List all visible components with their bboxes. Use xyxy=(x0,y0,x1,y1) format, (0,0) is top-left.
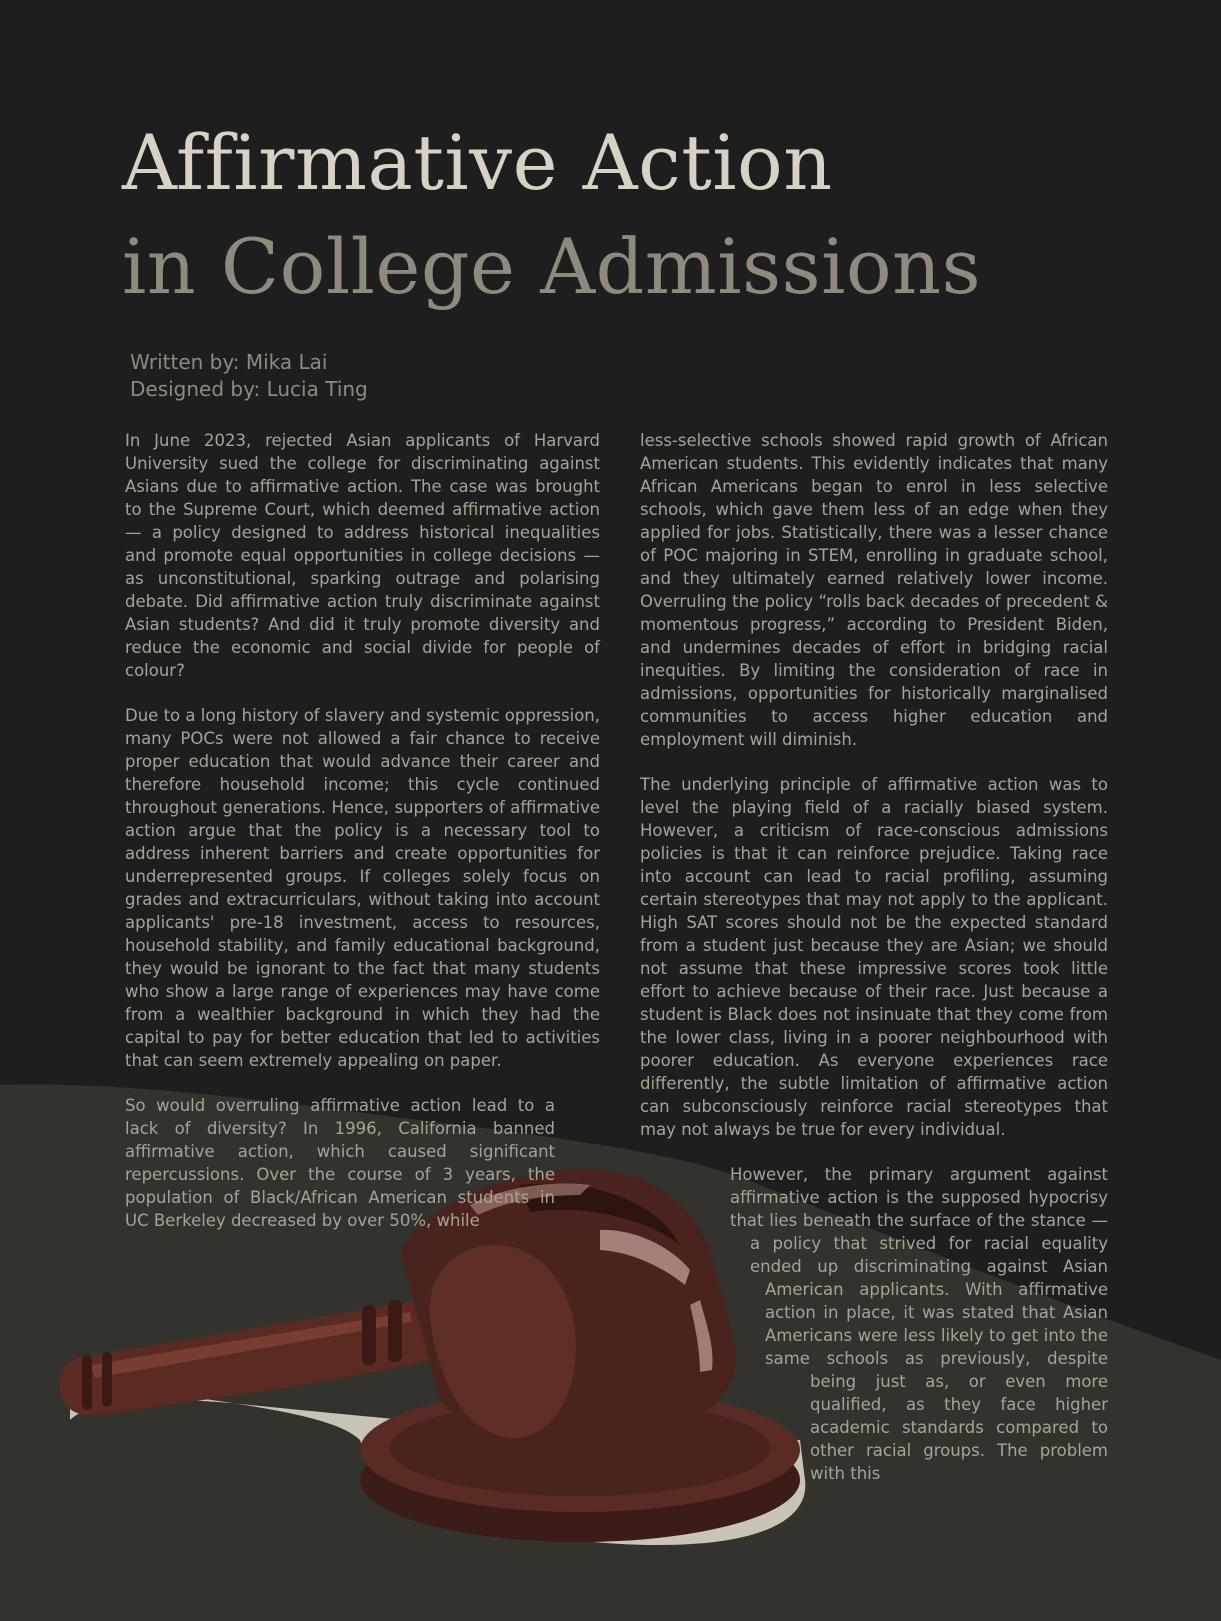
handle-ring xyxy=(102,1352,112,1407)
article-paragraph: Due to a long history of slavery and systemic oppression, many POCs were not allowed a fair chance to receive proper education that would advance their career and therefore household income; this cycle continued throughout generations. Hence, supporters of affirmative action argue that the policy is a necessary tool to address inherent barriers and create opportunities for underrepresented groups. If colleges solely focus on grades and extracurriculars, without taking into account applicants' pre-18 investment, access to resources, household stability, and family educational background, they would be ignorant to the fact that many students who show a large range of experiences may have come from a wealthier background in which they had the capital to pay for better education that led to activities that can seem extremely appealing on paper. xyxy=(125,706,600,1070)
article-paragraph: So would overruling affirmative action lead to a lack of diversity? In 1996, California banned affirmative action, which caused significant repercussions. Over the course of 3 years, the population of Black/African American students in UC Berkeley decreased by over 50%, while xyxy=(125,1096,555,1230)
article-column-left xyxy=(125,429,600,1254)
article-paragraph: The underlying principle of affirmative action was to level the playing field of a racially biased system. However, a criticism of race-conscious admissions policies is that it can reinforce prejudice. Taking race into account can lead to racial profiling, assuming certain stereotypes that may not apply to the applicant. High SAT scores should not be the expected standard from a student just because they are Asian; we should not assume that these impressive scores took little effort to achieve because of their race. Just because a student is Black does not insinuate that they come from the lower class, living in a poorer neighbourhood with poorer education. As everyone experiences race differently, the subtle limitation of affirmative action can subconsciously reinforce racial stereotypes that may not always be true for every individual. xyxy=(640,775,1108,1139)
article-paragraph: less-selective schools showed rapid growth of African American students. This evidently indicates that many African Americans began to enrol in less selective schools, which gave them less of an edge when they applied for jobs. Statistically, there was a lesser chance of POC majoring in STEM, enrolling in graduate school, and they ultimately earned relatively lower income. Overruling the policy “rolls back decades of precedent & momentous progress,” according to President Biden, and undermines decades of effort in bridging racial inequities. By limiting the consideration of race in admissions, opportunities for historically marginalised communities to access higher education and employment will diminish. xyxy=(640,431,1108,749)
page-title-line-1: Affirmative Action xyxy=(122,118,833,207)
handle-ring xyxy=(82,1355,92,1410)
article-column-right xyxy=(640,429,1108,1491)
writer-credit: Written by: Mika Lai xyxy=(130,350,328,374)
article-paragraph: In June 2023, rejected Asian applicants of Harvard University sued the college for discriminating against Asians due to affirmative action. The case was brought to the Supreme Court, which deemed affirmative action — a policy designed to address historical inequalities and promote equal opportunities in college decisions — as unconstitutional, sparking outrage and polarising debate. Did affirmative action truly discriminate against Asian students? And did it truly promote diversity and reduce the economic and social divide for people of colour? xyxy=(125,431,600,680)
designer-credit: Designed by: Lucia Ting xyxy=(130,377,368,401)
page-title-line-2: in College Admissions xyxy=(122,222,982,311)
wrapped-paragraph-container xyxy=(640,1163,1108,1485)
article-paragraph: However, the primary argument against affirmative action is the supposed hypocrisy that lies beneath the surface of the stance — a policy that strived for racial equality ended up discriminating against Asian American applicants. With affirmative action in place, it was stated that Asian Americans were less likely to get into the same schools as previously, despite being just as, or even more qualified, as they face higher academic standards compared to other racial groups. The problem with this xyxy=(730,1165,1108,1483)
handle-ring xyxy=(388,1300,402,1362)
handle-ring xyxy=(362,1305,376,1365)
